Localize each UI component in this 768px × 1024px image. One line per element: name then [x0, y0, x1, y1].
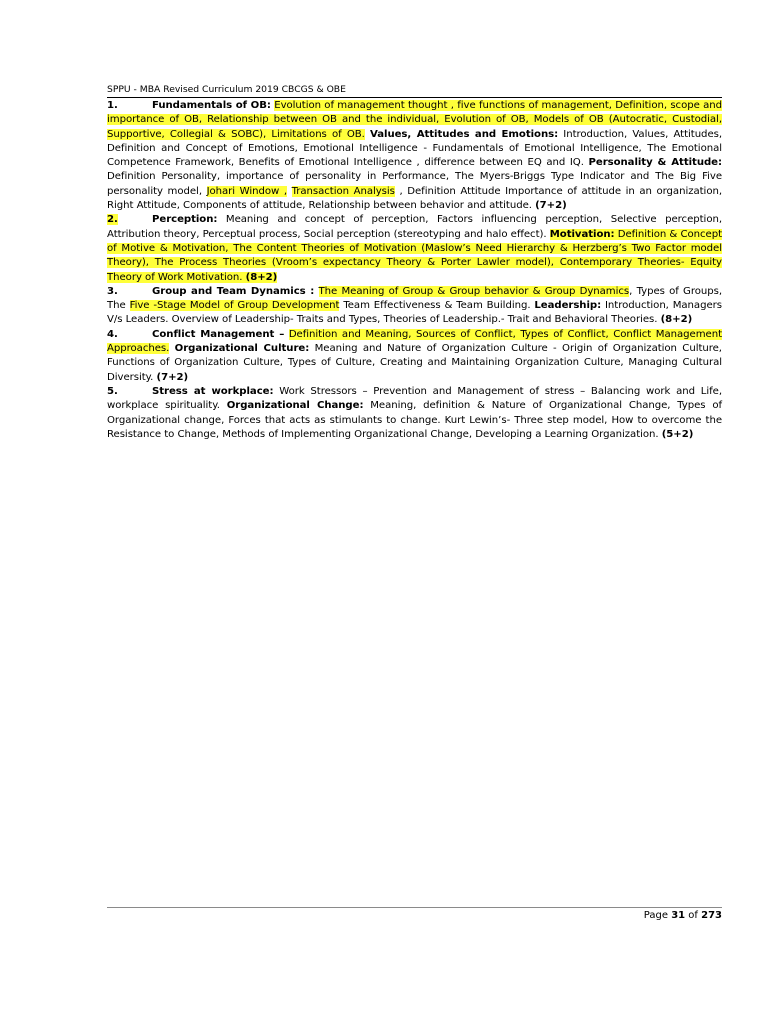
syllabus-body	[107, 99, 722, 442]
unit-number-text: 4.	[107, 328, 118, 340]
topic-heading: Conflict Management –	[152, 328, 285, 340]
unit-number-text: 3.	[107, 285, 118, 297]
topic-text: Introduction, Managers V/s Leaders. Overview of Leadership- Traits and Types, Theories of Leadership.- Trait and Behavioral Theories.	[107, 300, 722, 326]
topic-text: Meaning and Nature of Organization Culture - Origin of Organization Culture, Functions of Organization Culture, Types of Culture, Creating and Maintaining Organization Culture, Managing Cultural Diversity.	[107, 343, 722, 383]
topic-text: , Types of Groups, The	[107, 285, 723, 312]
topic-heading: Perception:	[152, 214, 218, 226]
footer-divider	[107, 907, 722, 908]
topic-heading: Personality & Attitude:	[588, 157, 722, 169]
topic-heading: Values, Attitudes and Emotions:	[370, 128, 559, 140]
unit-number-text: 2.	[107, 214, 118, 226]
topic-heading: (5+2)	[661, 428, 694, 440]
unit-4	[107, 328, 722, 385]
topic-text: Definition Personality, importance of personality in Performance, The Myers-Briggs Type Indicator and The Big Five personality model,	[107, 171, 722, 197]
topic-text: Team Effectiveness & Team Building.	[339, 300, 535, 312]
topic-text: Introduction, Values, Attitudes, Definition and Concept of Emotions, Emotional Intelligence - Fundamentals of Emotional Intelligence, The Emotional Competence Framework, Benefits of Emotional Intelligence , difference between EQ and IQ.	[107, 128, 723, 169]
topic-heading: Group and Team Dynamics :	[152, 285, 315, 297]
unit-number	[107, 385, 152, 399]
topic-text: Meaning, definition & Nature of Organizational Change, Types of Organizational change, Forces that acts as stimulants to change. Kurt Lewin’s- Three step model, How to overcome the Resistance to Change, Methods of Implementing Organizational Change, Developing a Learning Organization.	[107, 400, 722, 440]
topic-text: Meaning and concept of perception, Factors influencing perception, Selective perception, Attribution theory, Perceptual process, Social perception (stereotyping and halo effect).	[107, 214, 722, 240]
unit-number	[107, 99, 152, 113]
topic-heading: Stress at workplace:	[152, 385, 274, 397]
page-label: Page	[643, 910, 668, 921]
unit-number	[107, 285, 152, 299]
topic-heading: Organizational Change:	[226, 400, 364, 412]
topic-heading: (8+2)	[245, 271, 278, 283]
of-label: of	[688, 910, 698, 921]
topic-heading: Leadership:	[534, 300, 602, 312]
unit-3	[107, 285, 722, 328]
topic-text	[287, 186, 292, 197]
topic-text: Definition & Concept of Motive & Motivation, The Content Theories of Motivation (Maslow’s Need Hierarchy & Herzberg’s Two Factor model Theory), The Process Theories (Vroom’s expectancy Theory & Porter Lawler model), Contemporary Theories- Equity Theory of Work Motivation.	[107, 228, 723, 283]
topic-heading: (8+2)	[660, 314, 693, 326]
topic-text: Five -Stage Model of Group Development	[129, 300, 340, 312]
topic-text: , Definition Attitude Importance of attitude in an organization, Right Attitude, Components of attitude, Relationship between behavior and attitude.	[107, 185, 722, 212]
topic-text: Definition and Meaning, Sources of Conflict, Types of Conflict, Conflict Management Approaches.	[107, 328, 723, 355]
topic-heading: (7+2)	[156, 371, 189, 383]
topic-heading: Fundamentals of OB:	[152, 100, 271, 111]
topic-text: Johari Window ,	[206, 185, 288, 197]
unit-number-text: 1.	[107, 100, 118, 111]
total-pages: 273	[701, 910, 722, 921]
unit-1	[107, 99, 722, 213]
topic-heading: (7+2)	[535, 200, 567, 212]
unit-number	[107, 213, 152, 227]
unit-number	[107, 328, 152, 342]
page-number: 31	[671, 910, 686, 921]
unit-number-text: 5.	[107, 385, 118, 397]
unit-2	[107, 213, 722, 284]
document-page	[107, 0, 722, 1024]
topic-heading: Organizational Culture:	[174, 343, 310, 355]
topic-heading: Motivation:	[549, 228, 615, 240]
running-header: SPPU - MBA Revised Curriculum 2019 CBCGS & OBE	[107, 83, 722, 98]
topic-text	[314, 286, 318, 297]
topic-text: Evolution of management thought , five functions of management, Definition, scope and importance of OB, Relationship between OB and the individual, Evolution of OB, Models of OB (Autocratic, Custodial, Supportive, Collegial & SOBC), Limitations of OB.	[107, 100, 723, 140]
topic-text: Transaction Analysis	[291, 185, 395, 197]
unit-5	[107, 385, 722, 442]
page-footer	[644, 910, 722, 921]
topic-text: The Meaning of Group & Group behavior & Group Dynamics	[318, 285, 630, 297]
topic-text: Work Stressors – Prevention and Management of stress – Balancing work and Life, workplace spirituality.	[107, 385, 722, 412]
